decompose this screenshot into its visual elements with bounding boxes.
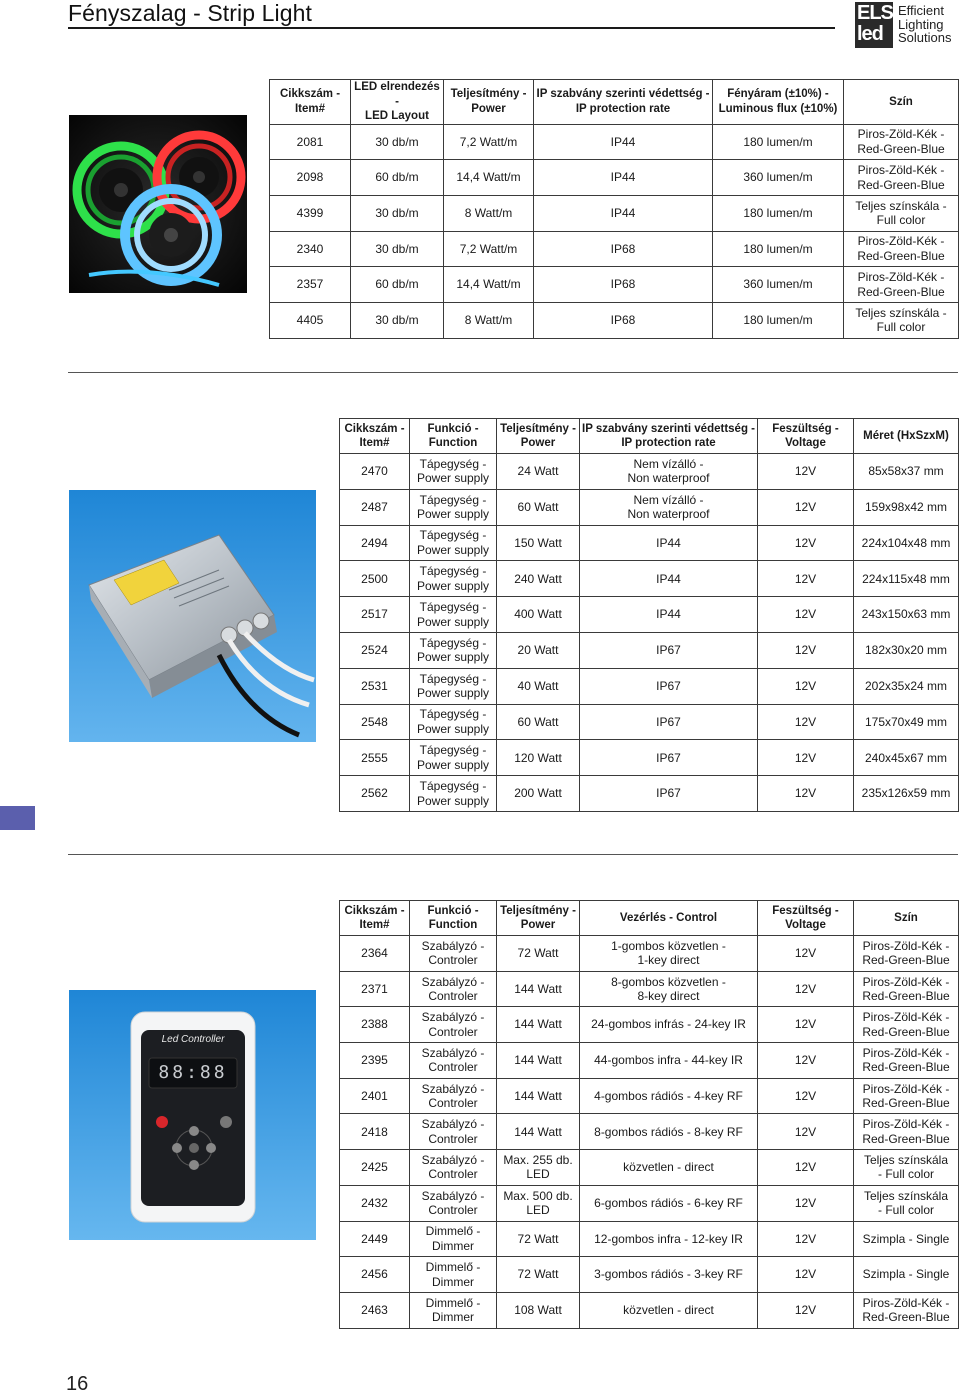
table-row — [340, 1150, 959, 1186]
table-cell: 144 Watt — [497, 1078, 580, 1114]
table-cell: 2449 — [340, 1221, 410, 1257]
table-cell: 60 Watt — [497, 704, 580, 740]
table-cell: 200 Watt — [497, 776, 580, 812]
table-row — [340, 740, 959, 776]
logo-wordmark — [898, 4, 951, 45]
table-cell: 6-gombos rádiós - 6-key RF — [580, 1185, 758, 1221]
table-cell: 2081 — [270, 124, 351, 160]
table-cell: 180 lumen/m — [713, 231, 844, 267]
table-cell: Tápegység - Power supply — [410, 776, 497, 812]
logo-mark — [855, 2, 893, 48]
table-cell: Szabályzó - Controler — [410, 1078, 497, 1114]
table-row — [270, 124, 959, 160]
section-divider — [68, 854, 958, 855]
table-cell: Max. 500 db. LED — [497, 1185, 580, 1221]
table-cell: Tápegység - Power supply — [410, 597, 497, 633]
table-cell: 2371 — [340, 971, 410, 1007]
table-cell: 12V — [758, 668, 854, 704]
table-cell: 4-gombos rádiós - 4-key RF — [580, 1078, 758, 1114]
table-cell: Piros-Zöld-Kék - Red-Green-Blue — [854, 1078, 959, 1114]
strip-light-table — [269, 79, 959, 339]
table-cell: 2340 — [270, 231, 351, 267]
table-cell: közvetlen - direct — [580, 1150, 758, 1186]
table-cell: Piros-Zöld-Kék - Red-Green-Blue — [854, 936, 959, 972]
table-row — [340, 454, 959, 490]
table-cell: IP68 — [534, 302, 713, 338]
col-header: Funkció - Function — [410, 419, 497, 454]
table-cell: közvetlen - direct — [580, 1292, 758, 1328]
col-header: Teljesítmény - Power — [497, 901, 580, 936]
table-cell: 7,2 Watt/m — [444, 124, 534, 160]
table-cell: Dimmelő - Dimmer — [410, 1257, 497, 1293]
table-cell: Szabályzó - Controler — [410, 1007, 497, 1043]
table-cell: 30 db/m — [351, 124, 444, 160]
col-header: Feszültség - Voltage — [758, 901, 854, 936]
logo-text1: Efficient — [898, 3, 945, 18]
power-supply-table — [339, 418, 959, 812]
table-cell: 2418 — [340, 1114, 410, 1150]
table-cell: 2487 — [340, 489, 410, 525]
table-cell: 360 lumen/m — [713, 267, 844, 303]
table-cell: Szabályzó - Controler — [410, 1150, 497, 1186]
table-cell: 108 Watt — [497, 1292, 580, 1328]
table-cell: 224x115x48 mm — [854, 561, 959, 597]
table-cell: 2531 — [340, 668, 410, 704]
table-cell: 159x98x42 mm — [854, 489, 959, 525]
table-cell: 14,4 Watt/m — [444, 267, 534, 303]
table-cell: 12V — [758, 936, 854, 972]
table-cell: IP44 — [534, 124, 713, 160]
table-header-row — [340, 419, 959, 454]
table-cell: 2388 — [340, 1007, 410, 1043]
table-cell: Piros-Zöld-Kék - Red-Green-Blue — [844, 124, 959, 160]
table-cell: 12V — [758, 704, 854, 740]
table-cell: 1-gombos közvetlen - 1-key direct — [580, 936, 758, 972]
table-cell: 8-gombos közvetlen - 8-key direct — [580, 971, 758, 1007]
table-cell: 12-gombos infra - 12-key IR — [580, 1221, 758, 1257]
table-cell: 2548 — [340, 704, 410, 740]
table-cell: Dimmelő - Dimmer — [410, 1292, 497, 1328]
table-row — [340, 1292, 959, 1328]
table-cell: 175x70x49 mm — [854, 704, 959, 740]
table-cell: 12V — [758, 454, 854, 490]
table-cell: 202x35x24 mm — [854, 668, 959, 704]
table-cell: 12V — [758, 597, 854, 633]
table-row — [340, 1078, 959, 1114]
table-cell: 12V — [758, 489, 854, 525]
controller-display: 88:88 — [158, 1062, 228, 1083]
table-row — [340, 668, 959, 704]
table-cell: 180 lumen/m — [713, 124, 844, 160]
logo-text3: Solutions — [898, 30, 952, 45]
table-cell: Piros-Zöld-Kék - Red-Green-Blue — [844, 160, 959, 196]
table-header-row — [270, 80, 959, 125]
table-cell: 243x150x63 mm — [854, 597, 959, 633]
table-cell: Teljes színskála - Full color — [854, 1150, 959, 1186]
col-header: Szín — [844, 80, 959, 125]
led-strip-reels-photo — [69, 115, 247, 293]
power-supply-photo — [69, 490, 316, 742]
col-header: Teljesítmény - Power — [444, 80, 534, 125]
table-cell: 12V — [758, 525, 854, 561]
table-cell: 60 db/m — [351, 160, 444, 196]
page-number: 16 — [66, 1373, 89, 1395]
table-cell: 4399 — [270, 195, 351, 231]
table-cell: 30 db/m — [351, 231, 444, 267]
table-cell: 12V — [758, 1221, 854, 1257]
table-cell: 12V — [758, 1292, 854, 1328]
table-row — [340, 632, 959, 668]
table-cell: 2494 — [340, 525, 410, 561]
col-header: Cikkszám - Item# — [340, 419, 410, 454]
table-header-row — [340, 901, 959, 936]
table-cell: Szimpla - Single — [854, 1257, 959, 1293]
table-cell: 180 lumen/m — [713, 302, 844, 338]
table-cell: IP68 — [534, 231, 713, 267]
section-tab-marker — [0, 806, 35, 830]
col-header: LED elrendezés - LED Layout — [351, 80, 444, 125]
table-cell: Teljes színskála - Full color — [854, 1185, 959, 1221]
table-cell: 2463 — [340, 1292, 410, 1328]
table-cell: 4405 — [270, 302, 351, 338]
table-cell: 24 Watt — [497, 454, 580, 490]
col-header: Méret (HxSzxM) — [854, 419, 959, 454]
col-header: Teljesítmény - Power — [497, 419, 580, 454]
table-cell: Szabályzó - Controler — [410, 1043, 497, 1079]
table-row — [340, 1114, 959, 1150]
table-cell: 2500 — [340, 561, 410, 597]
table-cell: IP44 — [580, 525, 758, 561]
table-cell: Piros-Zöld-Kék - Red-Green-Blue — [854, 1114, 959, 1150]
table-cell: Szabályzó - Controler — [410, 1185, 497, 1221]
table-row — [340, 1185, 959, 1221]
table-cell: 2425 — [340, 1150, 410, 1186]
table-cell: 2432 — [340, 1185, 410, 1221]
table-cell: Szabályzó - Controler — [410, 971, 497, 1007]
col-header: Fényáram (±10%) - Luminous flux (±10%) — [713, 80, 844, 125]
table-cell: 144 Watt — [497, 1043, 580, 1079]
table-row — [340, 776, 959, 812]
table-cell: 72 Watt — [497, 1221, 580, 1257]
section-divider — [68, 372, 958, 373]
logo-text2: Lighting — [898, 16, 944, 32]
col-header: Funkció - Function — [410, 901, 497, 936]
table-cell: IP67 — [580, 668, 758, 704]
table-cell: IP67 — [580, 704, 758, 740]
table-cell: IP44 — [534, 195, 713, 231]
table-cell: 72 Watt — [497, 936, 580, 972]
table-cell: 2364 — [340, 936, 410, 972]
table-row — [340, 597, 959, 633]
table-cell: 2470 — [340, 454, 410, 490]
table-row — [340, 936, 959, 972]
title-rule — [68, 27, 835, 29]
table-cell: 12V — [758, 561, 854, 597]
table-cell: IP67 — [580, 740, 758, 776]
table-cell: 2098 — [270, 160, 351, 196]
table-cell: IP44 — [580, 597, 758, 633]
table-cell: IP44 — [534, 160, 713, 196]
table-cell: Tápegység - Power supply — [410, 704, 497, 740]
table-cell: 360 lumen/m — [713, 160, 844, 196]
table-cell: 182x30x20 mm — [854, 632, 959, 668]
table-cell: Tápegység - Power supply — [410, 489, 497, 525]
table-cell: 14,4 Watt/m — [444, 160, 534, 196]
table-cell: IP67 — [580, 632, 758, 668]
table-cell: 12V — [758, 776, 854, 812]
table-cell: Teljes színskála - Full color — [844, 302, 959, 338]
led-controller-photo — [69, 990, 316, 1240]
table-cell: IP44 — [580, 561, 758, 597]
table-cell: IP67 — [580, 776, 758, 812]
table-cell: Tápegység - Power supply — [410, 454, 497, 490]
table-row — [340, 1221, 959, 1257]
logo-line2: led — [857, 23, 883, 45]
table-cell: 12V — [758, 971, 854, 1007]
table-cell: 8-gombos rádiós - 8-key RF — [580, 1114, 758, 1150]
table-cell: 240x45x67 mm — [854, 740, 959, 776]
table-cell: 12V — [758, 1257, 854, 1293]
table-cell: 150 Watt — [497, 525, 580, 561]
table-cell: Piros-Zöld-Kék - Red-Green-Blue — [854, 1007, 959, 1043]
table-cell: Szimpla - Single — [854, 1221, 959, 1257]
table-row — [340, 1257, 959, 1293]
table-cell: 20 Watt — [497, 632, 580, 668]
table-cell: 24-gombos infrás - 24-key IR — [580, 1007, 758, 1043]
table-cell: IP68 — [534, 267, 713, 303]
table-cell: 30 db/m — [351, 302, 444, 338]
table-cell: Tápegység - Power supply — [410, 668, 497, 704]
table-cell: Szabályzó - Controler — [410, 936, 497, 972]
table-cell: 12V — [758, 740, 854, 776]
table-row — [340, 704, 959, 740]
table-cell: 2562 — [340, 776, 410, 812]
table-cell: 8 Watt/m — [444, 195, 534, 231]
table-cell: 2357 — [270, 267, 351, 303]
table-cell: 144 Watt — [497, 1114, 580, 1150]
table-cell: Szabályzó - Controler — [410, 1114, 497, 1150]
col-header: Cikkszám - Item# — [340, 901, 410, 936]
table-cell: Tápegység - Power supply — [410, 561, 497, 597]
col-header: Feszültség - Voltage — [758, 419, 854, 454]
table-cell: Dimmelő - Dimmer — [410, 1221, 497, 1257]
table-cell: 44-gombos infra - 44-key IR — [580, 1043, 758, 1079]
table-cell: Nem vízálló - Non waterproof — [580, 489, 758, 525]
table-cell: 12V — [758, 1150, 854, 1186]
table-cell: 30 db/m — [351, 195, 444, 231]
table-cell: Piros-Zöld-Kék - Red-Green-Blue — [854, 971, 959, 1007]
table-cell: 400 Watt — [497, 597, 580, 633]
table-cell: Max. 255 db. LED — [497, 1150, 580, 1186]
table-cell: 12V — [758, 632, 854, 668]
table-cell: 12V — [758, 1007, 854, 1043]
table-row — [340, 1007, 959, 1043]
col-header: Cikkszám - Item# — [270, 80, 351, 125]
table-cell: 120 Watt — [497, 740, 580, 776]
table-cell: Teljes színskála - Full color — [844, 195, 959, 231]
table-cell: 224x104x48 mm — [854, 525, 959, 561]
table-cell: 144 Watt — [497, 1007, 580, 1043]
table-row — [270, 302, 959, 338]
table-cell: 8 Watt/m — [444, 302, 534, 338]
col-header: IP szabvány szerinti védettség - IP protection rate — [534, 80, 713, 125]
table-cell: 3-gombos rádiós - 3-key RF — [580, 1257, 758, 1293]
table-cell: 40 Watt — [497, 668, 580, 704]
table-cell: 2395 — [340, 1043, 410, 1079]
page-title: Fényszalag - Strip Light — [68, 0, 313, 26]
table-cell: 60 Watt — [497, 489, 580, 525]
table-cell: 2517 — [340, 597, 410, 633]
table-cell: 235x126x59 mm — [854, 776, 959, 812]
table-row — [270, 160, 959, 196]
controller-label: Led Controller — [161, 1034, 225, 1045]
table-row — [340, 1043, 959, 1079]
table-cell: Piros-Zöld-Kék - Red-Green-Blue — [854, 1043, 959, 1079]
table-row — [270, 267, 959, 303]
table-cell: Tápegység - Power supply — [410, 525, 497, 561]
table-cell: 2401 — [340, 1078, 410, 1114]
table-cell: 2524 — [340, 632, 410, 668]
table-cell: 72 Watt — [497, 1257, 580, 1293]
table-cell: Nem vízálló - Non waterproof — [580, 454, 758, 490]
table-cell: 60 db/m — [351, 267, 444, 303]
table-cell: 180 lumen/m — [713, 195, 844, 231]
table-cell: 12V — [758, 1078, 854, 1114]
table-cell: 85x58x37 mm — [854, 454, 959, 490]
table-cell: Piros-Zöld-Kék - Red-Green-Blue — [854, 1292, 959, 1328]
col-header: Szín — [854, 901, 959, 936]
table-cell: 144 Watt — [497, 971, 580, 1007]
table-cell: Tápegység - Power supply — [410, 740, 497, 776]
col-header: IP szabvány szerinti védettség - IP protection rate — [580, 419, 758, 454]
table-cell: 12V — [758, 1114, 854, 1150]
table-row — [340, 971, 959, 1007]
table-row — [270, 195, 959, 231]
logo-line1: ELS — [857, 2, 893, 24]
table-cell: 12V — [758, 1185, 854, 1221]
table-cell: Piros-Zöld-Kék - Red-Green-Blue — [844, 231, 959, 267]
brand-logo — [855, 2, 958, 48]
table-row — [270, 231, 959, 267]
table-cell: 7,2 Watt/m — [444, 231, 534, 267]
table-cell: 240 Watt — [497, 561, 580, 597]
table-cell: Tápegység - Power supply — [410, 632, 497, 668]
table-cell: 12V — [758, 1043, 854, 1079]
table-row — [340, 489, 959, 525]
table-row — [340, 561, 959, 597]
table-cell: Piros-Zöld-Kék - Red-Green-Blue — [844, 267, 959, 303]
col-header: Vezérlés - Control — [580, 901, 758, 936]
table-row — [340, 525, 959, 561]
table-cell: 2456 — [340, 1257, 410, 1293]
controller-table — [339, 900, 959, 1329]
table-cell: 2555 — [340, 740, 410, 776]
